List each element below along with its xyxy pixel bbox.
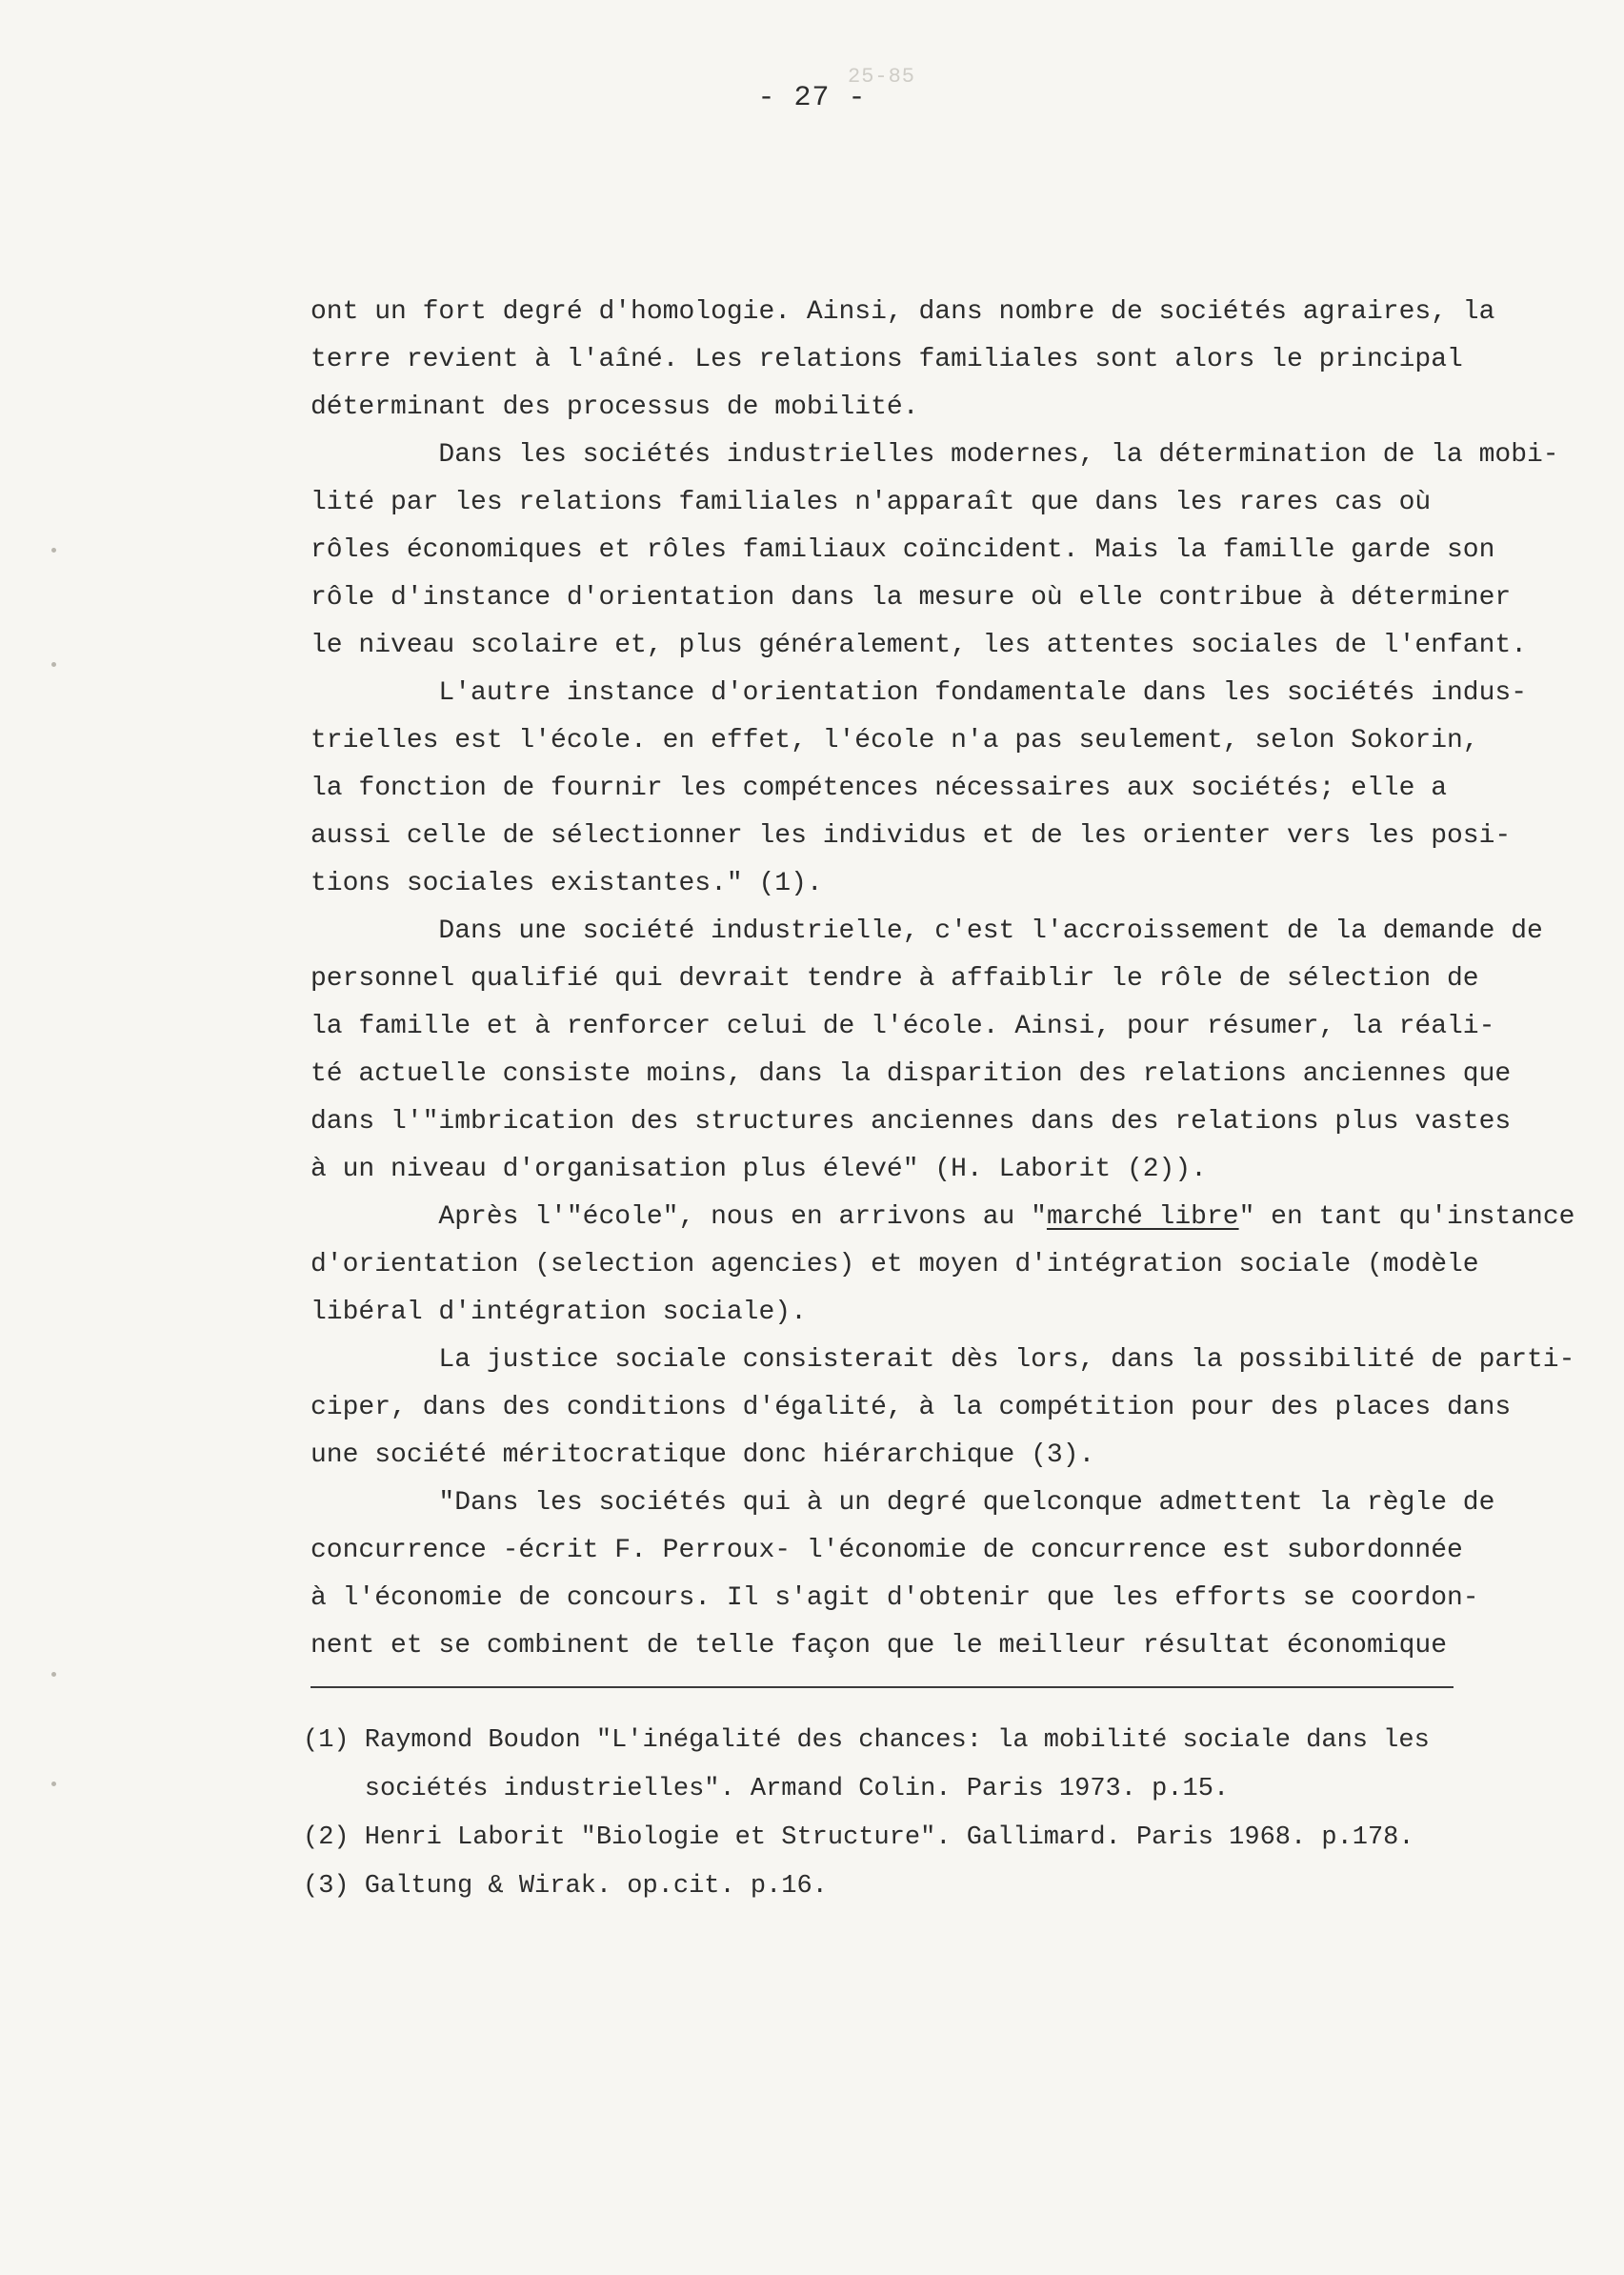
body-line: rôle d'instance d'orientation dans la mesure où elle contribue à déterminer xyxy=(311,583,1512,613)
body-line: nent et se combinent de telle façon que le meilleur résultat économique xyxy=(311,1631,1447,1661)
body-line: Dans les sociétés industrielles modernes, la détermination de la mobi- xyxy=(311,440,1559,470)
footnote-line: (2) Henri Laborit "Biologie et Structure". Gallimard. Paris 1968. p.178. xyxy=(303,1823,1414,1852)
body-line: trielles est l'école. en effet, l'école n'a pas seulement, selon Sokorin, xyxy=(311,726,1479,755)
underlined-phrase: marché libre xyxy=(1046,1202,1239,1232)
footnote-line: (1) Raymond Boudon "L'inégalité des chances: la mobilité sociale dans les xyxy=(303,1726,1430,1755)
faint-page-number: 25-85 xyxy=(848,65,916,89)
footnote-separator xyxy=(311,1686,1454,1688)
footnotes xyxy=(303,1717,1541,1911)
body-line: lité par les relations familiales n'apparaît que dans les rares cas où xyxy=(311,488,1432,517)
body-line: concurrence -écrit F. Perroux- l'économie de concurrence est subordonnée xyxy=(311,1536,1463,1565)
body-line: terre revient à l'aîné. Les relations familiales sont alors le principal xyxy=(311,345,1463,374)
body-line: à un niveau d'organisation plus élevé" (H. Laborit (2)). xyxy=(311,1155,1207,1184)
body-line: d'orientation (selection agencies) et moyen d'intégration sociale (modèle xyxy=(311,1250,1479,1279)
body-line: personnel qualifié qui devrait tendre à affaiblir le rôle de sélection de xyxy=(311,964,1479,994)
page-number: - 27 - xyxy=(757,82,867,114)
margin-mark xyxy=(51,662,56,667)
body-line: "Dans les sociétés qui à un degré quelconque admettent la règle de xyxy=(311,1488,1495,1518)
body-line: le niveau scolaire et, plus généralement, les attentes sociales de l'enfant. xyxy=(311,631,1528,660)
body-line: La justice sociale consisterait dès lors, dans la possibilité de parti- xyxy=(311,1345,1575,1375)
footnote-line: (3) Galtung & Wirak. op.cit. p.16. xyxy=(303,1872,828,1901)
body-line: dans l'"imbrication des structures anciennes dans des relations plus vastes xyxy=(311,1107,1512,1137)
body-line: libéral d'intégration sociale). xyxy=(311,1298,807,1327)
body-line: aussi celle de sélectionner les individus et de les orienter vers les posi- xyxy=(311,821,1512,851)
body-line: ont un fort degré d'homologie. Ainsi, dans nombre de sociétés agraires, la xyxy=(311,297,1495,327)
body-line: rôles économiques et rôles familiaux coïncident. Mais la famille garde son xyxy=(311,535,1495,565)
body-line: Dans une société industrielle, c'est l'accroissement de la demande de xyxy=(311,916,1543,946)
body-line: tions sociales existantes." (1). xyxy=(311,869,823,898)
margin-mark xyxy=(51,1782,56,1786)
body-line: la famille et à renforcer celui de l'école. Ainsi, pour résumer, la réali- xyxy=(311,1012,1495,1041)
body-line: ciper, dans des conditions d'égalité, à la compétition pour des places dans xyxy=(311,1393,1512,1422)
body-line: à l'économie de concours. Il s'agit d'obtenir que les efforts se coordon- xyxy=(311,1583,1479,1613)
body-line: Après l'"école", nous en arrivons au "marché libre" en tant qu'instance xyxy=(311,1202,1575,1232)
body-text xyxy=(311,289,1575,1670)
body-line: une société méritocratique donc hiérarchique (3). xyxy=(311,1440,1095,1470)
body-line: té actuelle consiste moins, dans la disparition des relations anciennes que xyxy=(311,1059,1512,1089)
body-line: déterminant des processus de mobilité. xyxy=(311,393,919,422)
margin-mark xyxy=(51,1672,56,1677)
margin-mark xyxy=(51,548,56,553)
body-line: L'autre instance d'orientation fondamentale dans les sociétés indus- xyxy=(311,678,1528,708)
footnote-line: sociétés industrielles". Armand Colin. Paris 1973. p.15. xyxy=(303,1775,1230,1803)
body-line: la fonction de fournir les compétences nécessaires aux sociétés; elle a xyxy=(311,774,1447,803)
